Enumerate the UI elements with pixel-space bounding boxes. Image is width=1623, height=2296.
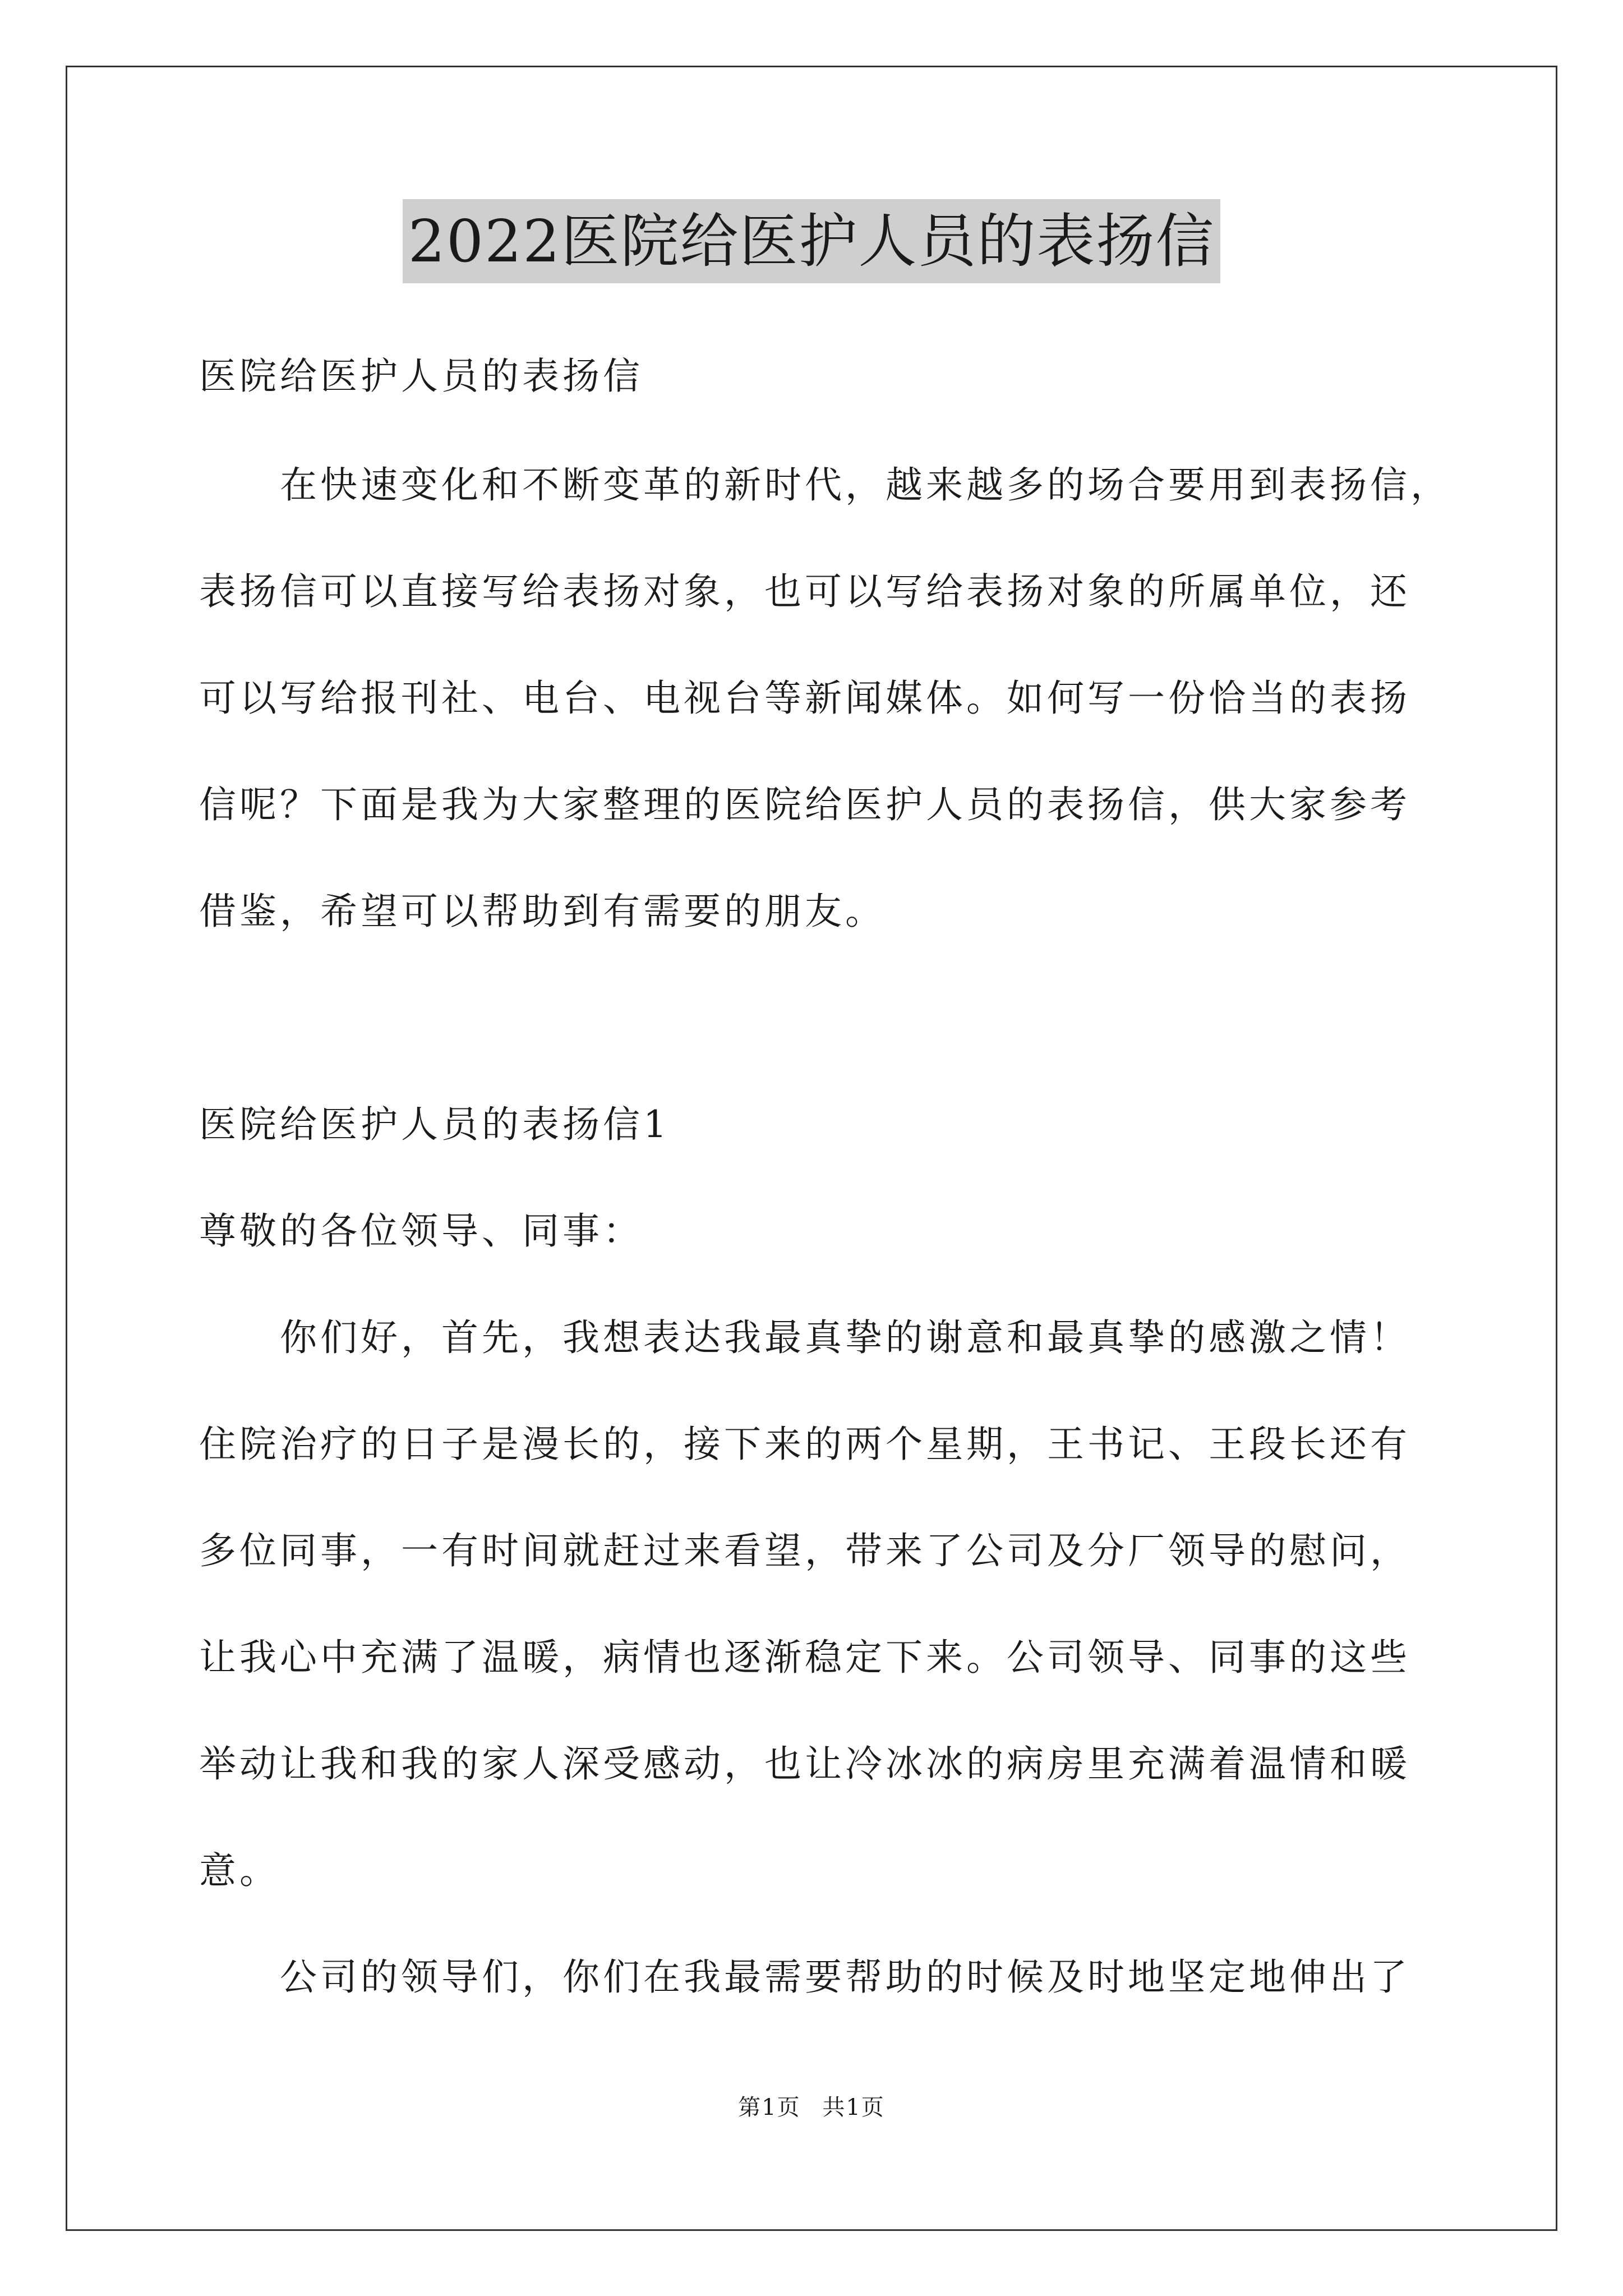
- page-title: 2022医院给医护人员的表扬信: [403, 199, 1221, 283]
- intro-line-5: 借鉴，希望可以帮助到有需要的朋友。: [199, 890, 886, 933]
- section-heading: 医院给医护人员的表扬信1: [199, 1103, 670, 1146]
- para1-line-4: 让我心中充满了温暖，病情也逐渐稳定下来。公司领导、同事的这些: [199, 1636, 1410, 1679]
- intro-line-2: 表扬信可以直接写给表扬对象，也可以写给表扬对象的所属单位，还: [199, 570, 1410, 613]
- title-wrapper: [0, 199, 1623, 283]
- page-total: 共1页: [822, 2095, 885, 2120]
- intro-line-3: 可以写给报刊社、电台、电视台等新闻媒体。如何写一份恰当的表扬: [199, 677, 1410, 720]
- intro-line-1: 在快速变化和不断变革的新时代，越来越多的场合要用到表扬信，: [199, 463, 1451, 507]
- salutation: 尊敬的各位领导、同事：: [199, 1209, 643, 1253]
- para1-line-5: 举动让我和我的家人深受感动，也让冷冰冰的病房里充满着温情和暖: [199, 1742, 1410, 1786]
- para1-line-3: 多位同事，一有时间就赶过来看望，带来了公司及分厂领导的慰问，: [199, 1529, 1410, 1572]
- para1-line-6: 意。: [199, 1849, 280, 1892]
- subtitle: 医院给医护人员的表扬信: [199, 355, 643, 398]
- para2-line-1: 公司的领导们，你们在我最需要帮助的时候及时地坚定地伸出了: [199, 1955, 1410, 1999]
- intro-line-4: 信呢？下面是我为大家整理的医院给医护人员的表扬信，供大家参考: [199, 783, 1410, 826]
- page-number: 第1页: [738, 2095, 801, 2120]
- para1-line-2: 住院治疗的日子是漫长的，接下来的两个星期，王书记、王段长还有: [199, 1423, 1410, 1466]
- page-footer: [0, 2090, 1623, 2122]
- para1-line-1: 你们好，首先，我想表达我最真挚的谢意和最真挚的感激之情！: [199, 1316, 1410, 1359]
